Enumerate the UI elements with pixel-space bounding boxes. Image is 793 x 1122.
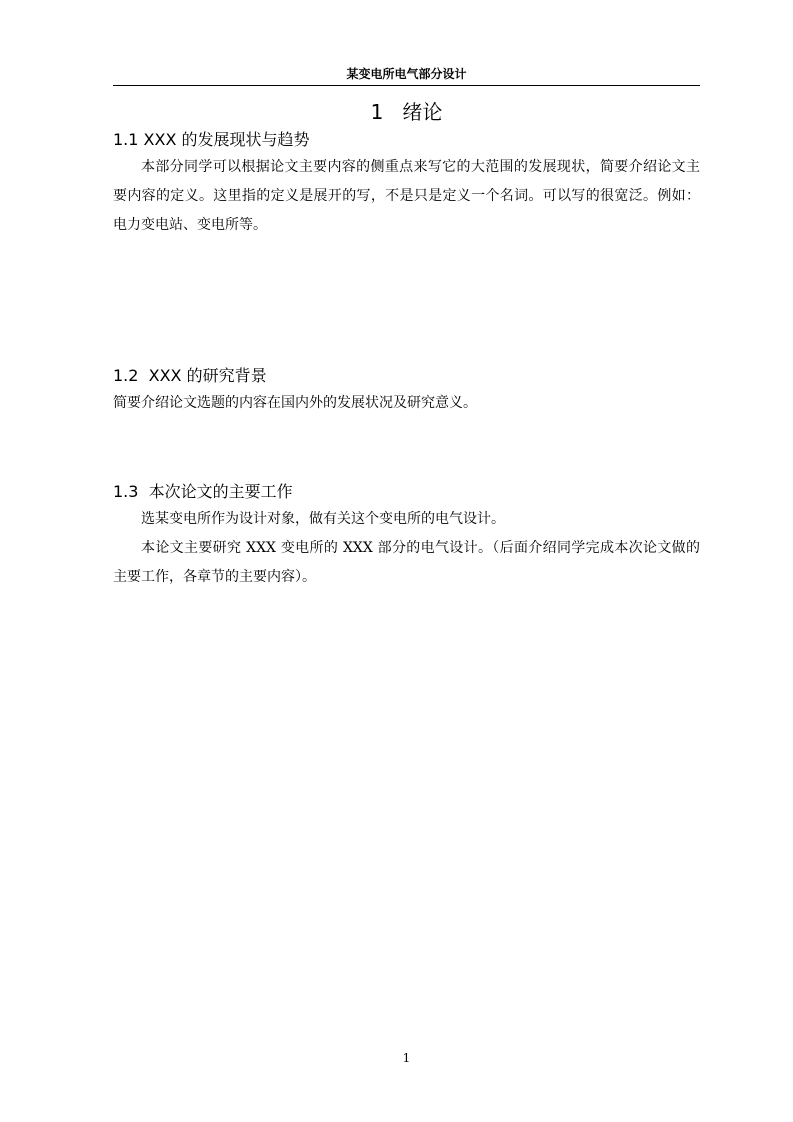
section-1-1 <box>113 127 700 240</box>
section-1-2 <box>113 363 700 418</box>
chapter-title: 1 绪论 <box>370 100 443 124</box>
section-paragraph: 简要介绍论文选题的内容在国内外的发展状况及研究意义。 <box>113 395 477 411</box>
section-paragraph: 本部分同学可以根据论文主要内容的侧重点来写它的大范围的发展现状，简要介绍论文主要内容的定义。这里指的定义是展开的写，不是只是定义一个名词。可以写的很宽泛。例如：电力变电站、变电所等。 <box>113 159 700 233</box>
section-heading: 1.1 XXX 的发展现状与趋势 <box>113 130 310 149</box>
section-heading: 1.2 XXX 的研究背景 <box>113 366 267 385</box>
section-1-3 <box>113 479 700 592</box>
section-paragraph: 选某变电所作为设计对象，做有关这个变电所的电气设计。 <box>141 511 505 527</box>
running-header: 某变电所电气部分设计 <box>346 67 467 81</box>
header-rule <box>113 85 700 86</box>
page-number: 1 <box>402 1051 411 1065</box>
section-heading: 1.3 本次论文的主要工作 <box>113 482 293 501</box>
section-paragraph: 本论文主要研究 XXX 变电所的 XXX 部分的电气设计。（后面介绍同学完成本次论文做的主要工作，各章节的主要内容）。 <box>113 540 700 585</box>
